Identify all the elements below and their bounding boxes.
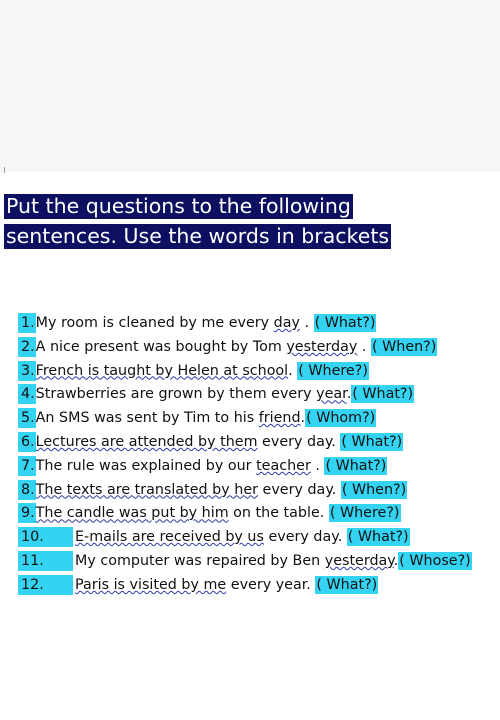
item-number: 4. [18,384,36,404]
question-word: ( Whose?) [399,552,471,569]
question-word: ( What?) [352,386,414,403]
list-item [18,502,488,526]
question-word: ( When?) [341,481,407,498]
underlined-phrase: yesterday [324,552,394,569]
exercise-list [18,312,488,598]
underlined-phrase: year [316,386,347,403]
list-item [18,407,488,431]
item-text-after: every day. [257,433,341,450]
item-text: My computer was repaired by Ben [75,552,325,569]
item-number: 11. [18,551,73,571]
underlined-phrase: yesterday [286,338,358,355]
item-number: 1. [18,313,36,333]
item-text-after: on the table. [228,505,329,522]
list-item [18,336,488,360]
list-item [18,360,488,384]
item-number: 6. [18,432,36,452]
underlined-phrase: The candle was put by him [35,505,229,522]
list-item [18,550,488,574]
question-word: ( What?) [314,315,376,331]
underlined-phrase: E-mails are received by us [75,529,264,546]
item-number: 10. [18,527,73,547]
item-text-after: . [300,410,306,427]
question-word: ( When?) [372,338,437,355]
list-item [18,383,488,407]
item-number: 12. [18,575,73,595]
question-word: ( What?) [341,433,403,450]
list-item [18,526,488,550]
underlined-phrase: friend [258,410,301,427]
exercise-heading [4,191,391,251]
item-text-after: every year. [226,576,316,593]
item-text-after: . [393,552,399,569]
list-item [18,574,488,598]
item-number: 9. [18,503,36,523]
item-text: A nice present was bought by Tom [35,338,287,355]
item-text-after: every day. [258,481,341,498]
item-number: 8. [18,480,36,500]
item-text: The rule was explained by our [35,457,257,474]
underlined-phrase: Lectures are attended by them [35,433,258,450]
list-item [18,479,488,503]
item-text-after: . [299,315,314,331]
item-text: My room is cleaned by me every [35,315,274,331]
underlined-phrase: Paris is visited by me [75,576,227,593]
edge-tick-mark [4,167,5,173]
underlined-phrase: French is taught by Helen at school [35,362,289,379]
top-background-band [0,0,500,172]
question-word: ( What?) [325,457,387,474]
item-text-after: every day. [263,529,347,546]
question-word: ( What?) [316,576,378,593]
underlined-phrase: The texts are translated by her [35,481,258,498]
underlined-phrase: day [273,315,300,331]
question-word: ( Where?) [329,505,400,522]
item-number: 7. [18,456,36,476]
heading-line-1-text: Put the questions to the following [6,194,351,218]
item-text: Strawberries are grown by them every [35,386,317,403]
item-number: 2. [18,337,36,357]
item-text: An SMS was sent by Tim to his [35,410,259,427]
item-number: 3. [18,361,36,381]
question-word: ( Where?) [298,362,368,379]
heading-line-1 [4,191,391,221]
item-number: 5. [18,408,36,428]
list-item [18,431,488,455]
question-word: ( Whom?) [306,410,376,427]
item-text-after: . [288,362,298,379]
list-item [18,312,488,336]
question-word: ( What?) [347,529,409,546]
item-text-after: . [310,457,325,474]
underlined-phrase: teacher [256,457,311,474]
item-text-after: . [357,338,371,355]
item-text-after: . [346,386,352,403]
list-item [18,455,488,479]
heading-line-2-text: sentences. Use the words in brackets [6,224,390,248]
heading-line-2 [4,221,391,251]
